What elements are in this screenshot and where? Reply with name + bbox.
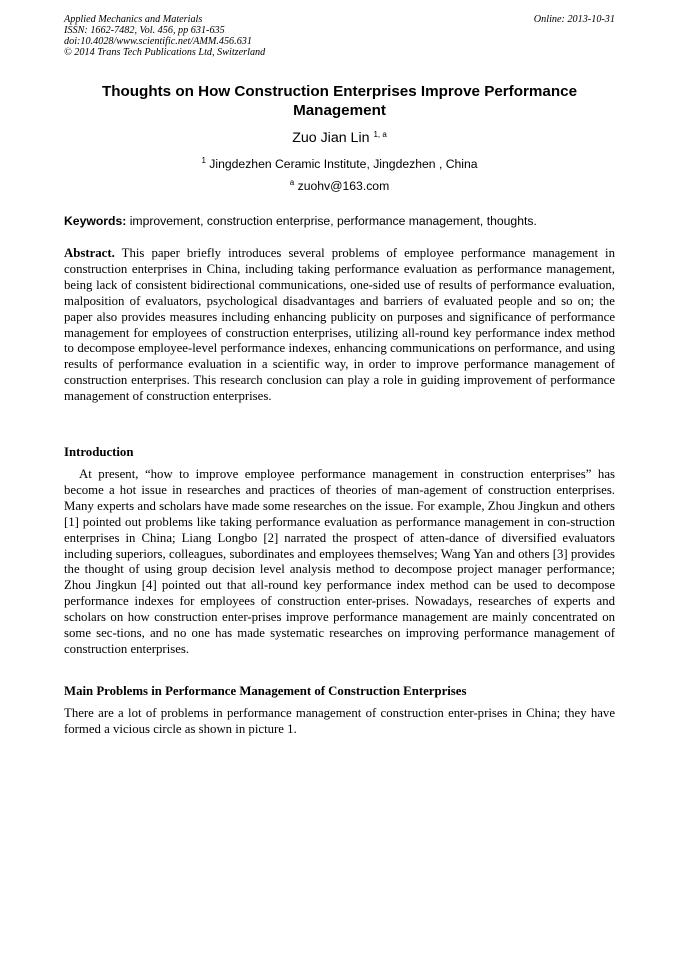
doi-line: doi:10.4028/www.scientific.net/AMM.456.631: [64, 36, 252, 47]
copyright-line: © 2014 Trans Tech Publications Ltd, Switzerland: [64, 47, 266, 58]
affiliation-superscript: 1: [201, 156, 206, 165]
email-text: zuohv@163.com: [297, 179, 390, 193]
issn-line: ISSN: 1662-7482, Vol. 456, pp 631-635: [64, 25, 225, 36]
affiliation-line: [64, 157, 615, 172]
affiliation-text: Jingdezhen Ceramic Institute, Jingdezhen , China: [209, 157, 478, 171]
abstract-paragraph: [64, 246, 615, 405]
introduction-heading: Introduction: [64, 445, 134, 459]
author-line: [64, 129, 615, 147]
author-superscript: 1, a: [373, 130, 387, 139]
abstract-label: Abstract.: [64, 246, 115, 260]
email-superscript: a: [289, 178, 295, 187]
journal-name: Applied Mechanics and Materials: [64, 14, 203, 25]
email-line: [64, 179, 615, 194]
main-problems-paragraph: There are a lot of problems in performance management of construction enter-prises in China; they have formed a vicious circle as shown in picture 1.: [64, 706, 615, 736]
paper-title: Thoughts on How Construction Enterprises Improve Performance Management: [101, 83, 578, 119]
keywords-line: [64, 213, 615, 229]
introduction-paragraph: At present, “how to improve employee performance management in construction enterprises” has become a hot issue in researches and practices of theories of man-agement of construction enterprises. Many experts and scholars have made some researches on the issue. For example, Zhou Jingkun and others [1] pointed out problems like taking performance evaluation as performance management in con-struction enterprises in China; Liang Longbo [2] narrated the prospect of atten-dance of diversified evaluators including superiors, colleagues, subordinates and employees themselves; Wang Yan and others [3] provides the thought of using group decision level analysis method to decompose project manager performance; Zhou Jingkun [4] pointed out that all-round key performance index method can be used to decompose performance indexes for employees of construction enter-prises. Nowadays, researches of experts and scholars on how construction enter-prises improve performance management are mainly concentrated on some sec-tions, and no one has made systematic researches on improving performance management of construction enterprises.: [64, 467, 615, 656]
keywords-label: Keywords:: [64, 214, 127, 228]
online-date: Online: 2013-10-31: [533, 14, 615, 25]
journal-header: [64, 14, 615, 58]
main-problems-heading: Main Problems in Performance Management of Construction Enterprises: [64, 684, 467, 698]
keywords-text: improvement, construction enterprise, performance management, thoughts.: [129, 214, 537, 228]
abstract-text: This paper briefly introduces several problems of employee performance management in construction enterprises in China, including taking performance evaluation as performance management, being lack of consistent bidirectional communications, one-sided use of results of performance evaluation, malposition of evaluators, psychological disadvantages and barriers of evaluated people and so on; the paper also provides measures including enhancing publicity on purposes and significance of performance management for employees of construction enterprises, utilizing all-round key performance index method to decompose employee-level performance indexes, enhancing communications on performance, and using results of performance evaluation in a scientific way, in order to improve performance management of construction enterprises. This research conclusion can play a role in guiding improvement of performance management of construction enterprises.: [64, 246, 616, 404]
author-name: Zuo Jian Lin: [292, 130, 370, 146]
